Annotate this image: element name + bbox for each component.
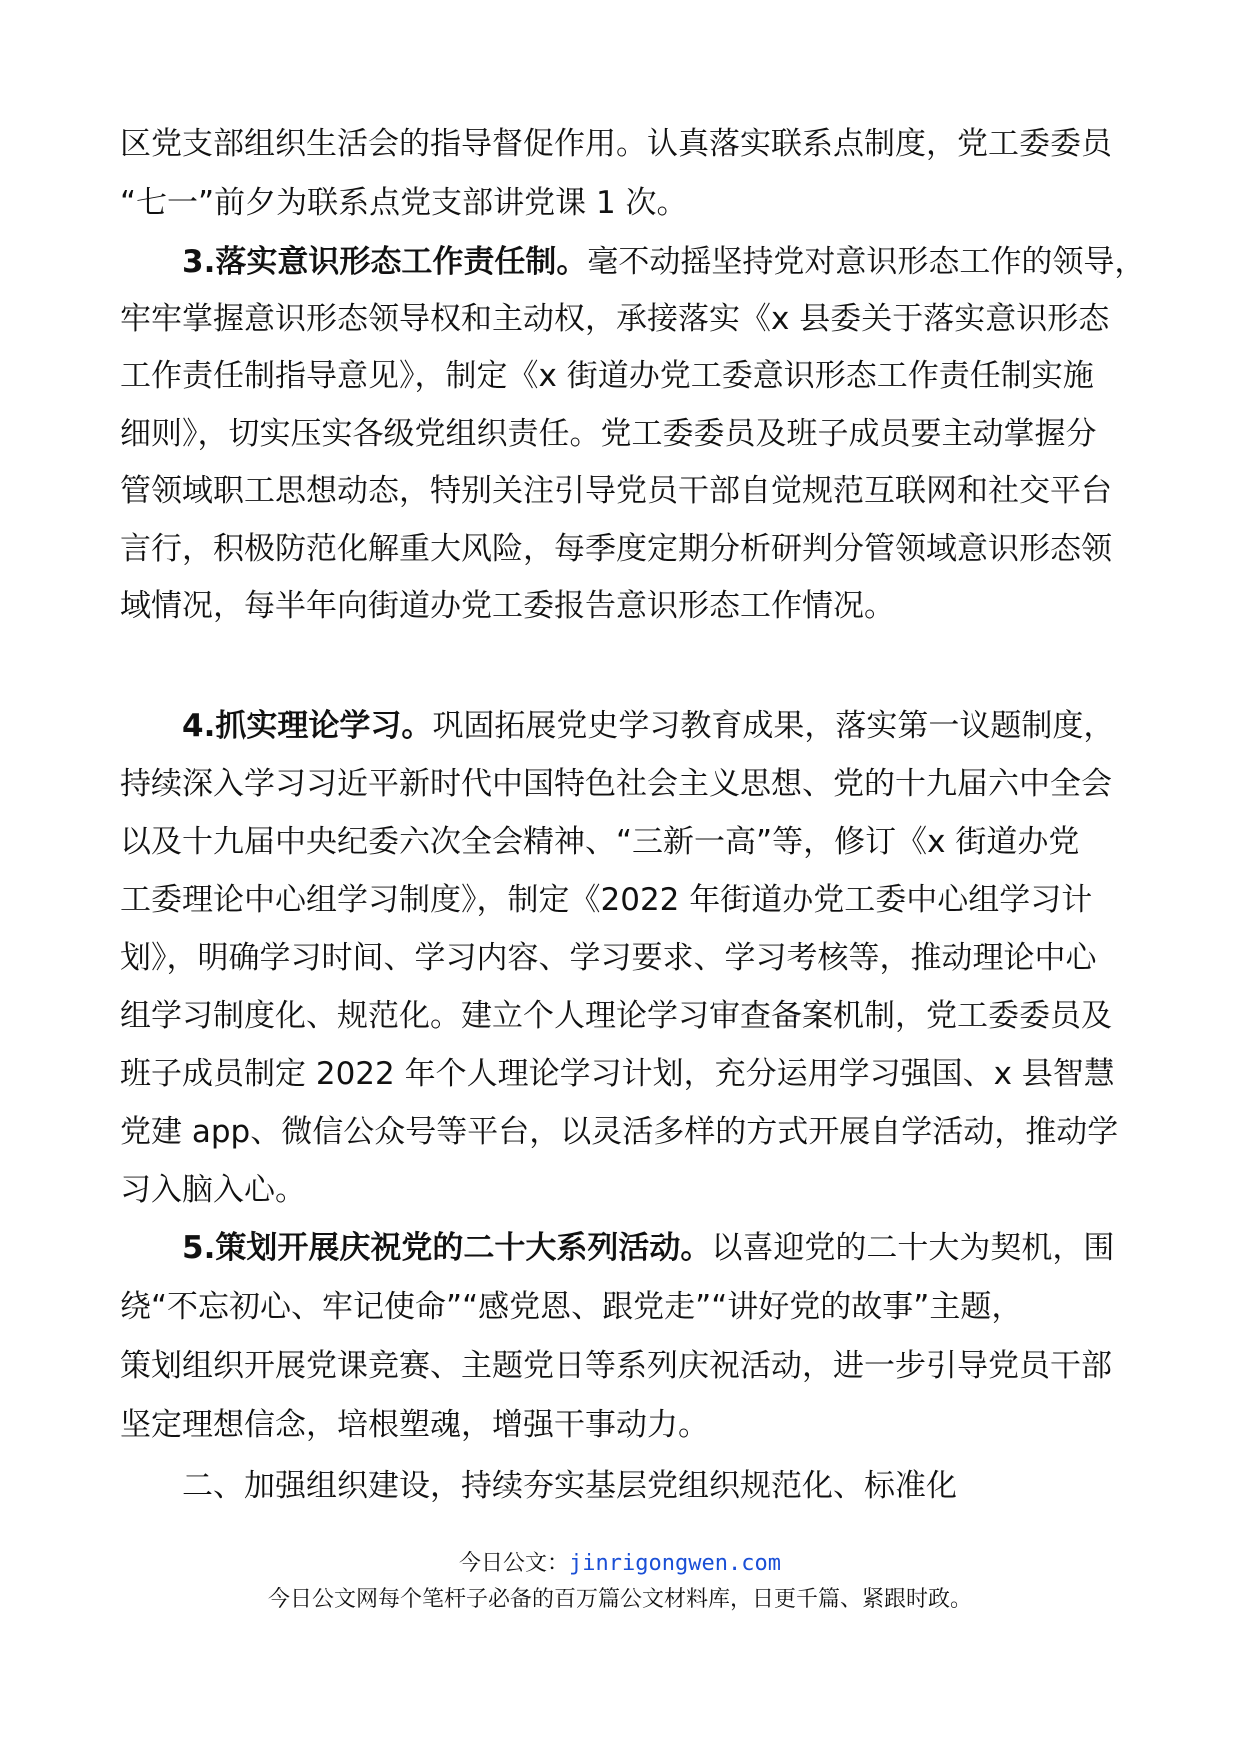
paragraph-line: 坚定理想信念，培根塑魂，增强干事动力。 bbox=[120, 1407, 709, 1443]
subheading: 5.策划开展庆祝党的二十大系列活动。 bbox=[182, 1230, 712, 1266]
paragraph-line: “七一”前夕为联系点党支部讲党课 1 次。 bbox=[120, 185, 688, 221]
paragraph-line: 4.抓实理论学习。巩固拓展党史学习教育成果，落实第一议题制度， bbox=[182, 708, 1115, 744]
footer-brand bbox=[0, 1550, 1240, 1578]
paragraph-line: 以及十九届中央纪委六次全会精神、“三新一高”等，修订《x 街道办党 bbox=[120, 824, 1080, 860]
subheading: 3.落实意识形态工作责任制。 bbox=[182, 244, 588, 280]
paragraph-line: 划》，明确学习时间、学习内容、学习要求、学习考核等，推动理论中心 bbox=[120, 940, 1097, 976]
section-heading: 二、加强组织建设，持续夯实基层党组织规范化、标准化 bbox=[182, 1468, 957, 1504]
paragraph-line: 班子成员制定 2022 年个人理论学习计划，充分运用学习强国、x 县智慧 bbox=[120, 1056, 1115, 1092]
subheading: 4.抓实理论学习。 bbox=[182, 708, 433, 744]
paragraph-line: 3.落实意识形态工作责任制。毫不动摇坚持党对意识形态工作的领导， bbox=[182, 244, 1146, 280]
paragraph-line: 绕“不忘初心、牢记使命”“感党恩、跟党走”“讲好党的故事”主题， bbox=[120, 1289, 1023, 1325]
paragraph-line: 工作责任制指导意见》，制定《x 街道办党工委意识形态工作责任制实施 bbox=[120, 358, 1094, 394]
paragraph-line: 持续深入学习习近平新时代中国特色社会主义思想、党的十九届六中全会 bbox=[120, 766, 1112, 802]
paragraph-line: 区党支部组织生活会的指导督促作用。认真落实联系点制度，党工委委员 bbox=[120, 126, 1112, 162]
paragraph-line: 域情况，每半年向街道办党工委报告意识形态工作情况。 bbox=[120, 588, 895, 624]
paragraph-line: 策划组织开展党课竞赛、主题党日等系列庆祝活动，进一步引导党员干部 bbox=[120, 1348, 1112, 1384]
paragraph-line: 习入脑入心。 bbox=[120, 1172, 306, 1208]
paragraph-line: 言行，积极防范化解重大风险，每季度定期分析研判分管领域意识形态领 bbox=[120, 531, 1112, 567]
footer-slogan: 今日公文网每个笔杆子必备的百万篇公文材料库，日更千篇、紧跟时政。 bbox=[267, 1587, 972, 1612]
paragraph-line: 工委理论中心组学习制度》，制定《2022 年街道办党工委中心组学习计 bbox=[120, 882, 1093, 918]
footer-label: 今日公文： bbox=[459, 1551, 570, 1576]
paragraph-line: 管领域职工思想动态，特别关注引导党员干部自觉规范互联网和社交平台 bbox=[120, 473, 1112, 509]
paragraph-line: 组学习制度化、规范化。建立个人理论学习审查备案机制，党工委委员及 bbox=[120, 998, 1112, 1034]
paragraph-line: 5.策划开展庆祝党的二十大系列活动。以喜迎党的二十大为契机，围 bbox=[182, 1230, 1115, 1266]
footer-site-link[interactable]: jinrigongwen.com bbox=[569, 1551, 781, 1576]
paragraph-line: 党建 app、微信公众号等平台，以灵活多样的方式开展自学活动，推动学 bbox=[120, 1114, 1119, 1150]
paragraph-line: 牢牢掌握意识形态领导权和主动权，承接落实《x 县委关于落实意识形态 bbox=[120, 301, 1110, 337]
paragraph-line: 细则》，切实压实各级党组织责任。党工委委员及班子成员要主动掌握分 bbox=[120, 416, 1097, 452]
